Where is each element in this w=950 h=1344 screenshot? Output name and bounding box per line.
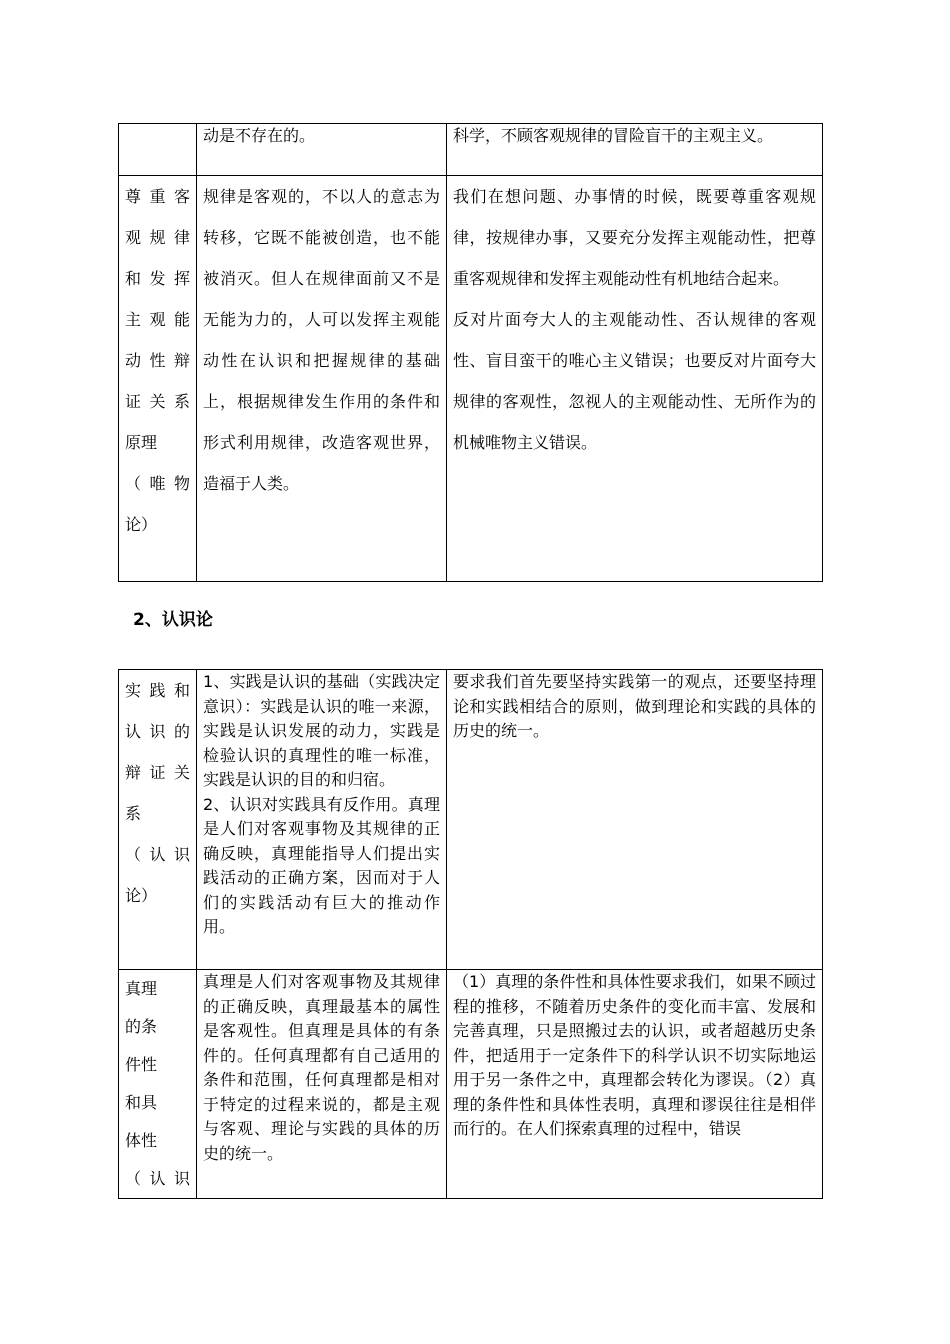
principle-line: 原理 bbox=[125, 433, 158, 452]
method-paragraph-1: 我们在想问题、办事情的时候，既要尊重客观规律，按规律办事，又要充分发挥主观能动性，把尊重客观规律和发挥主观能动性有机地结合起来。 bbox=[453, 187, 816, 288]
principle-line: 观规律 bbox=[125, 228, 190, 247]
method-text: 要求我们首先要坚持实践第一的观点，还要坚持理论和实践相结合的原则，做到理论和实践的具体的历史的统一。 bbox=[453, 672, 816, 740]
principle-line: 证关系 bbox=[125, 392, 190, 411]
content-paragraph-2: 2、认识对实践具有反作用。真理是人们对客观事物及其规律的正确反映，真理能指导人们提出实践活动的正确方案，因而对于人们的实践活动有巨大的推动作用。 bbox=[203, 794, 440, 936]
principle-cell bbox=[119, 970, 197, 1199]
principle-line: 尊重客 bbox=[125, 187, 190, 206]
principle-line: 实践和 bbox=[125, 681, 190, 700]
table-ontology bbox=[118, 123, 823, 582]
content-text: 真理是人们对客观事物及其规律的正确反映，真理最基本的属性是客观性。但真理是具体的有条件的。任何真理都有自己适用的条件和范围，任何真理都是相对于特定的过程来说的，都是主观与客观、理论与实践的具体的历史的统一。 bbox=[203, 972, 440, 1163]
method-cell bbox=[447, 670, 823, 970]
content-text: 规律是客观的，不以人的意志为转移，它既不能被创造，也不能被消灭。但人在规律面前又不是无能为力的，人可以发挥主观能动性在认识和把握规律的基础上，根据规律发生作用的条件和形式利用规律，改造客观世界，造福于人类。 bbox=[203, 187, 440, 493]
principle-line: 件性 bbox=[125, 1055, 158, 1074]
principle-line: 系 bbox=[125, 804, 142, 823]
content-cell bbox=[197, 124, 447, 176]
table-row bbox=[119, 124, 823, 176]
method-cell bbox=[447, 176, 823, 582]
table-epistemology bbox=[118, 669, 823, 1199]
principle-line: 和发挥 bbox=[125, 269, 190, 288]
table-row bbox=[119, 670, 823, 970]
principle-line: 和具 bbox=[125, 1093, 158, 1112]
principle-cell bbox=[119, 176, 197, 582]
principle-line: 的条 bbox=[125, 1017, 158, 1036]
method-paragraph-2: 反对片面夸大人的主观能动性、否认规律的客观性、盲目蛮干的唯心主义错误；也要反对片面夸大规律的客观性，忽视人的主观能动性、无所作为的机械唯物主义错误。 bbox=[453, 310, 816, 452]
table-row bbox=[119, 970, 823, 1199]
content-cell bbox=[197, 970, 447, 1199]
principle-cell bbox=[119, 124, 197, 176]
principle-line: （认识 bbox=[125, 1169, 190, 1188]
content-cell bbox=[197, 670, 447, 970]
principle-cell bbox=[119, 670, 197, 970]
principle-line: 论） bbox=[125, 515, 158, 534]
method-text: （1）真理的条件性和具体性要求我们，如果不顾过程的推移，不随着历史条件的变化而丰富、发展和完善真理，只是照搬过去的认识，或者超越历史条件，把适用于一定条件下的科学认识不切实际地运用于另一条件之中，真理都会转化为谬误。（2）真理的条件性和具体性表明，真理和谬误往往是相伴而行的。在人们探索真理的过程中，错误 bbox=[453, 972, 816, 1138]
principle-line: 主观能 bbox=[125, 310, 190, 329]
table-row bbox=[119, 176, 823, 582]
content-cell bbox=[197, 176, 447, 582]
principle-line: 认识的 bbox=[125, 722, 190, 741]
principle-line: 真理 bbox=[125, 979, 158, 998]
principle-line: （认识 bbox=[125, 845, 190, 864]
method-text: 科学，不顾客观规律的冒险盲干的主观主义。 bbox=[453, 126, 774, 145]
section-heading: 2、认识论 bbox=[133, 610, 213, 630]
principle-line: 论） bbox=[125, 886, 158, 905]
content-paragraph-1: 1、实践是认识的基础（实践决定意识）：实践是认识的唯一来源，实践是认识发展的动力，实践是检验认识的真理性的唯一标准，实践是认识的目的和归宿。 bbox=[203, 672, 440, 789]
method-cell bbox=[447, 124, 823, 176]
principle-line: 体性 bbox=[125, 1131, 158, 1150]
method-cell bbox=[447, 970, 823, 1199]
principle-line: （唯物 bbox=[125, 474, 190, 493]
principle-line: 动性辩 bbox=[125, 351, 190, 370]
principle-line: 辩证关 bbox=[125, 763, 190, 782]
content-text: 动是不存在的。 bbox=[203, 126, 316, 145]
